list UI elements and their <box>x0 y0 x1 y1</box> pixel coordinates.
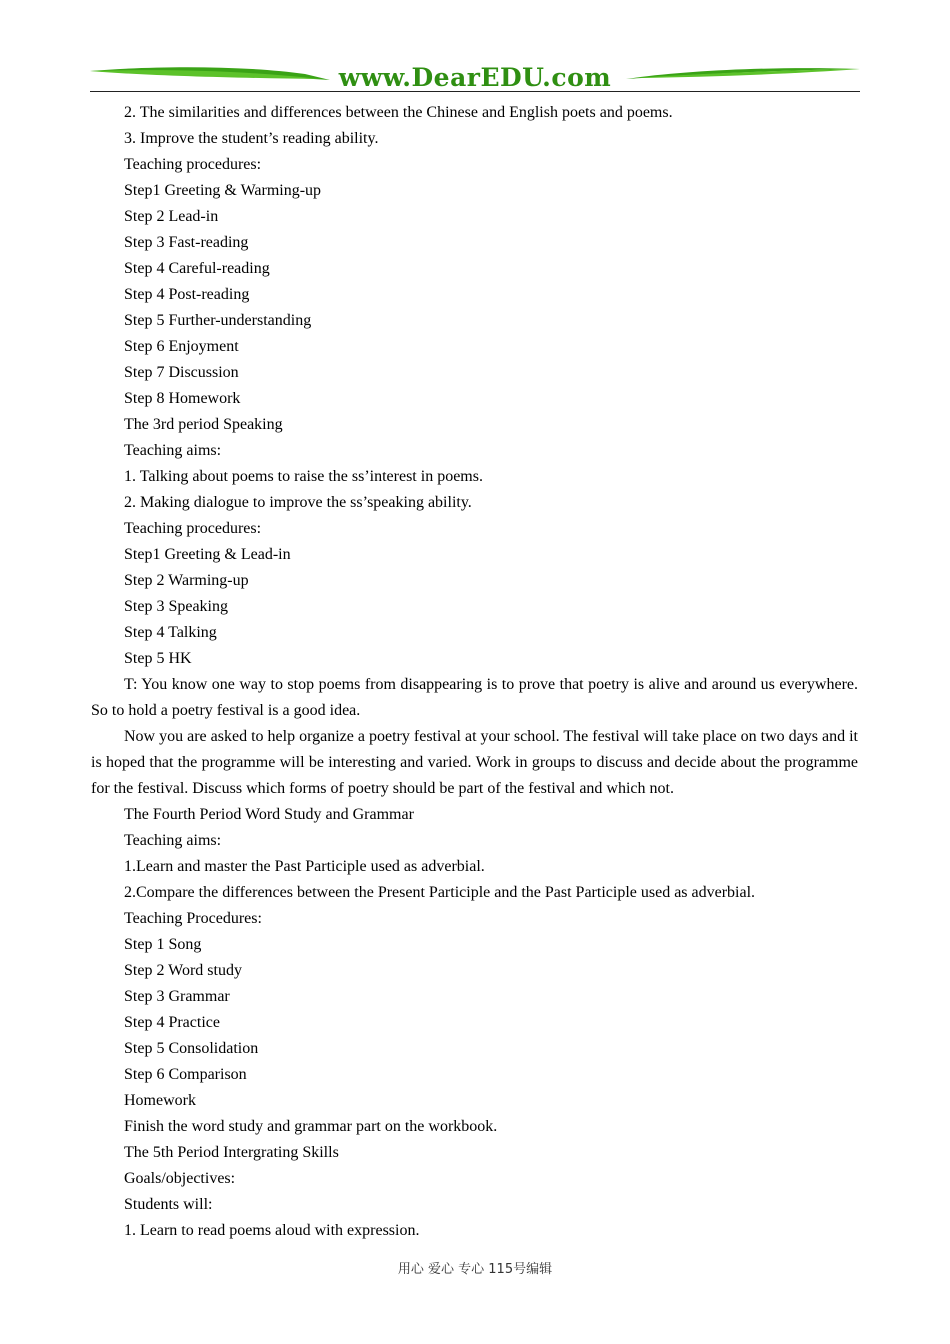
text-line: Step 6 Comparison <box>124 1066 247 1083</box>
text-line: Step 4 Practice <box>124 1014 220 1031</box>
text-line: Step 1 Song <box>124 936 202 953</box>
text-line: Teaching procedures: <box>124 520 262 537</box>
site-header-logo <box>90 62 860 94</box>
text-line: 1. Talking about poems to raise the ss’interest in poems. <box>124 468 483 485</box>
text-line: Step 5 Further-understanding <box>124 312 312 329</box>
block-lines-2 <box>91 802 858 1244</box>
text-line: The Fourth Period Word Study and Grammar <box>124 806 414 823</box>
text-line: Teaching aims: <box>124 832 222 849</box>
text-line: Step 8 Homework <box>124 390 241 407</box>
text-line: 2.Compare the differences between the Present Participle and the Past Participle used as adverbial. <box>124 884 756 901</box>
text-line: Step 4 Careful-reading <box>124 260 270 277</box>
text-line: Goals/objectives: <box>124 1170 236 1187</box>
text-line: Step 4 Talking <box>124 624 217 641</box>
document-body <box>91 100 858 1244</box>
page-footer: 用心 爱心 专心 115号编辑 <box>397 1262 553 1277</box>
text-line: Step 7 Discussion <box>124 364 239 381</box>
text-line: Step 3 Speaking <box>124 598 228 615</box>
text-line: 3. Improve the student’s reading ability. <box>124 130 379 147</box>
text-line: 2. The similarities and differences between the Chinese and English poets and poems. <box>124 104 673 121</box>
text-line: Step 6 Enjoyment <box>124 338 239 355</box>
text-line: Finish the word study and grammar part on the workbook. <box>124 1118 498 1135</box>
text-line: Step1 Greeting & Lead-in <box>124 546 291 563</box>
text-line: Step 2 Warming-up <box>124 572 249 589</box>
block-lines-1 <box>91 100 858 672</box>
text-line: 1. Learn to read poems aloud with expression. <box>124 1222 420 1239</box>
text-line: Students will: <box>124 1196 213 1213</box>
site-logo-text: www.DearEDU.com <box>338 63 612 92</box>
paragraph: T: You know one way to stop poems from disappearing is to prove that poetry is alive and around us everywhere. So to hold a poetry festival is a good idea. <box>91 676 858 719</box>
text-line: Step 2 Word study <box>124 962 242 979</box>
header-rule <box>90 91 860 92</box>
text-line: Step 3 Grammar <box>124 988 230 1005</box>
text-line: Step 3 Fast-reading <box>124 234 249 251</box>
text-line: Step 5 HK <box>124 650 192 667</box>
text-line: Homework <box>124 1092 196 1109</box>
text-line: Step 4 Post-reading <box>124 286 250 303</box>
text-line: Teaching Procedures: <box>124 910 262 927</box>
text-line: Teaching procedures: <box>124 156 262 173</box>
text-line: The 3rd period Speaking <box>124 416 283 433</box>
text-line: 1.Learn and master the Past Participle used as adverbial. <box>124 858 485 875</box>
paragraph: Now you are asked to help organize a poetry festival at your school. The festival will take place on two days and it is hoped that the programme will be interesting and varied. Work in groups to discuss and decide about the programme for the festival. Discuss which forms of poetry should be part of the festival and which not. <box>91 728 858 797</box>
text-line: The 5th Period Intergrating Skills <box>124 1144 339 1161</box>
text-line: Step1 Greeting & Warming-up <box>124 182 322 199</box>
text-line: 2. Making dialogue to improve the ss’speaking ability. <box>124 494 472 511</box>
text-line: Teaching aims: <box>124 442 222 459</box>
text-line: Step 5 Consolidation <box>124 1040 259 1057</box>
text-line: Step 2 Lead-in <box>124 208 219 225</box>
block-paragraphs <box>91 672 858 802</box>
